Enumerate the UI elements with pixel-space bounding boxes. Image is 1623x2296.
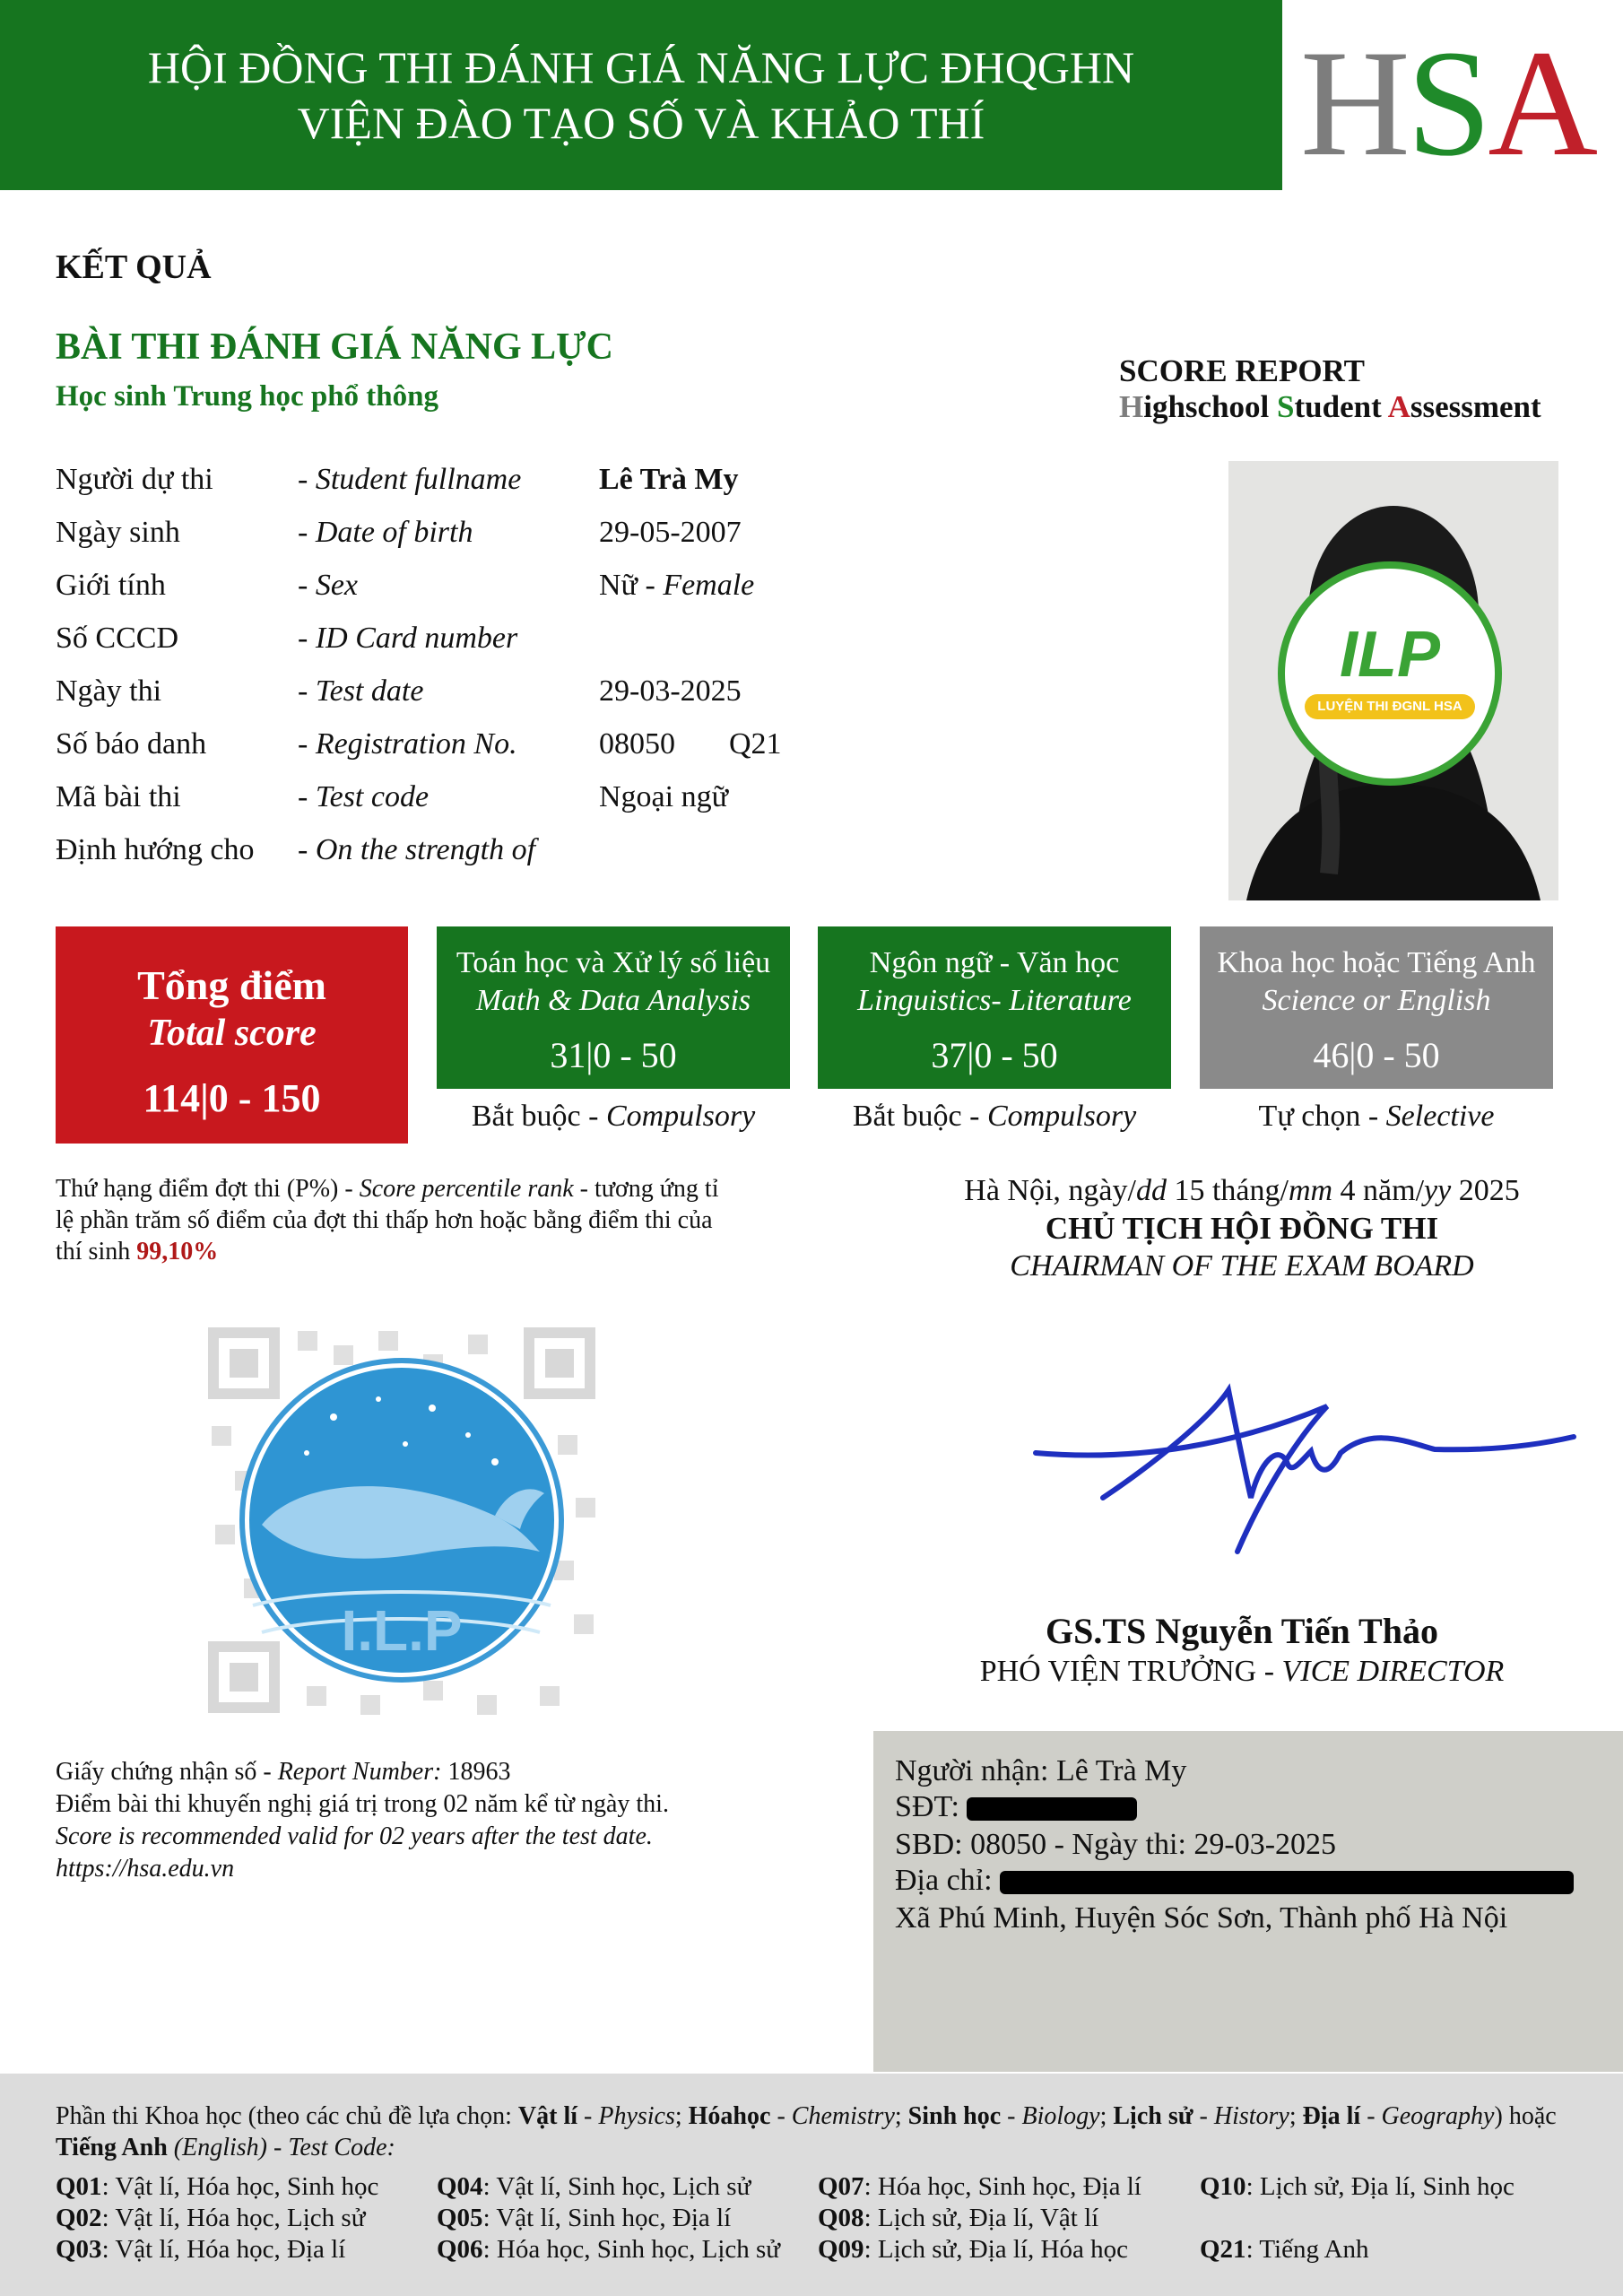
linguistics-score-box: Ngôn ngữ - Văn học Linguistics- Literature 37|0 - 50 bbox=[818, 926, 1171, 1089]
recipient-sbd: SBD: 08050 - Ngày thi: 29-03-2025 bbox=[895, 1828, 1337, 1861]
code-q02: Q02: Vật lí, Hóa học, Lịch sử bbox=[56, 2204, 366, 2232]
result-heading: KẾT QUẢ bbox=[56, 248, 212, 286]
score-report-title: SCORE REPORT bbox=[1119, 353, 1365, 388]
signer-name: GS.TS Nguyễn Tiến Thảo bbox=[1046, 1611, 1438, 1651]
math-score-box: Toán học và Xử lý số liệu Math & Data Analysis 31|0 - 50 bbox=[437, 926, 790, 1089]
chairman-title-vn: CHỦ TỊCH HỘI ĐỒNG THI bbox=[1045, 1211, 1439, 1246]
recipient-box bbox=[873, 1731, 1623, 2072]
recipient-address: Địa chỉ: bbox=[895, 1864, 1574, 1898]
footer-intro: Phần thi Khoa học (theo các chủ đề lựa chọn: Vật lí - Physics; Hóahọc - Chemistry; Sinh học - Biology; Lịch sử - History; Địa lí - Geography) hoặc Tiếng Anh (English) - Test Code: bbox=[56, 2102, 1557, 2161]
exam-subtitle: Học sinh Trung học phổ thông bbox=[56, 380, 439, 413]
signer-role: PHÓ VIỆN TRƯỞNG - VICE DIRECTOR bbox=[979, 1655, 1505, 1688]
ilp-logo-badge bbox=[1278, 561, 1502, 786]
science-requirement: Tự chọn - Selective bbox=[1258, 1100, 1495, 1133]
code-q21: Q21: Tiếng Anh bbox=[1200, 2235, 1369, 2264]
code-q07: Q07: Hóa học, Sinh học, Địa lí bbox=[818, 2172, 1141, 2201]
student-photo bbox=[1228, 461, 1558, 900]
ilp-logo-subtext: LUYỆN THI ĐGNL HSA bbox=[1305, 694, 1475, 719]
recipient-address-line-2: Xã Phú Minh, Huyện Sóc Sơn, Thành phố Hà Nội bbox=[895, 1901, 1508, 1935]
linguistics-score-value: 37|0 - 50 bbox=[931, 1035, 1058, 1075]
student-name: Lê Trà My bbox=[599, 463, 739, 496]
recipient-name: Người nhận: Lê Trà My bbox=[895, 1754, 1187, 1787]
redaction-bar bbox=[1000, 1871, 1574, 1894]
ilp-logo-text: ILP bbox=[1339, 619, 1440, 691]
percentile-value: 99,10% bbox=[136, 1238, 219, 1265]
signature bbox=[1031, 1363, 1578, 1578]
code-q01: Q01: Vật lí, Hóa học, Sinh học bbox=[56, 2172, 379, 2201]
qr-logo-text: I.L.P bbox=[341, 1598, 463, 1663]
code-q10: Q10: Lịch sử, Địa lí, Sinh học bbox=[1200, 2172, 1515, 2201]
exam-title: BÀI THI ĐÁNH GIÁ NĂNG LỰC bbox=[56, 326, 613, 368]
qr-code bbox=[199, 1318, 604, 1722]
math-requirement: Bắt buộc - Compulsory bbox=[471, 1100, 756, 1133]
header-line-2: VIỆN ĐÀO TẠO SỐ VÀ KHẢO THÍ bbox=[297, 98, 985, 148]
header-line-1: HỘI ĐỒNG THI ĐÁNH GIÁ NĂNG LỰC ĐHQGHN bbox=[147, 42, 1135, 92]
total-score-label-en: Total score bbox=[147, 1013, 317, 1054]
chairman-title-en: CHAIRMAN OF THE EXAM BOARD bbox=[1010, 1249, 1474, 1283]
linguistics-requirement: Bắt buộc - Compulsory bbox=[852, 1100, 1137, 1133]
code-q08: Q08: Lịch sử, Địa lí, Vật lí bbox=[818, 2204, 1099, 2232]
total-score-label-vn: Tổng điểm bbox=[137, 962, 326, 1008]
redaction-bar bbox=[967, 1797, 1137, 1821]
science-score-box: Khoa học hoặc Tiếng Anh Science or English 46|0 - 50 bbox=[1200, 926, 1553, 1089]
footer-legend bbox=[0, 2074, 1623, 2296]
total-score-value: 114|0 - 150 bbox=[143, 1076, 321, 1120]
report-number: 18963 bbox=[447, 1758, 511, 1786]
code-q06: Q06: Hóa học, Sinh học, Lịch sử bbox=[437, 2235, 781, 2264]
percentile-rank: Thứ hạng điểm đợt thi (P%) - Score percentile rank - tương ứng tỉ lệ phần trăm số điểm của đợt thi thấp hơn hoặc bằng điểm thi của thí sinh 99,10% bbox=[56, 1175, 719, 1265]
assessment-title: Highschool Student Assessment bbox=[1119, 389, 1541, 424]
issue-place-date: Hà Nội, ngày/dd 15 tháng/mm 4 năm/yy 2025 bbox=[964, 1174, 1520, 1207]
code-q03: Q03: Vật lí, Hóa học, Địa lí bbox=[56, 2235, 346, 2264]
code-q09: Q09: Lịch sử, Địa lí, Hóa học bbox=[818, 2235, 1128, 2264]
recipient-phone: SĐT: bbox=[895, 1790, 1137, 1824]
code-q05: Q05: Vật lí, Sinh học, Địa lí bbox=[437, 2204, 732, 2232]
code-q04: Q04: Vật lí, Sinh học, Lịch sử bbox=[437, 2172, 751, 2201]
hsa-logo: HSA bbox=[1300, 19, 1595, 187]
total-score-box bbox=[56, 926, 408, 1144]
math-score-value: 31|0 - 50 bbox=[550, 1035, 677, 1075]
science-score-value: 46|0 - 50 bbox=[1313, 1035, 1440, 1075]
header-banner bbox=[0, 0, 1282, 190]
certificate-info: Giấy chứng nhận số - Report Number: 18963 Điểm bài thi khuyến nghị giá trị trong 02 năm kể từ ngày thi. Score is recommended valid for 02 years after the test date. https://hsa.edu.vn bbox=[56, 1756, 863, 1885]
website-link: https://hsa.edu.vn bbox=[56, 1855, 235, 1883]
